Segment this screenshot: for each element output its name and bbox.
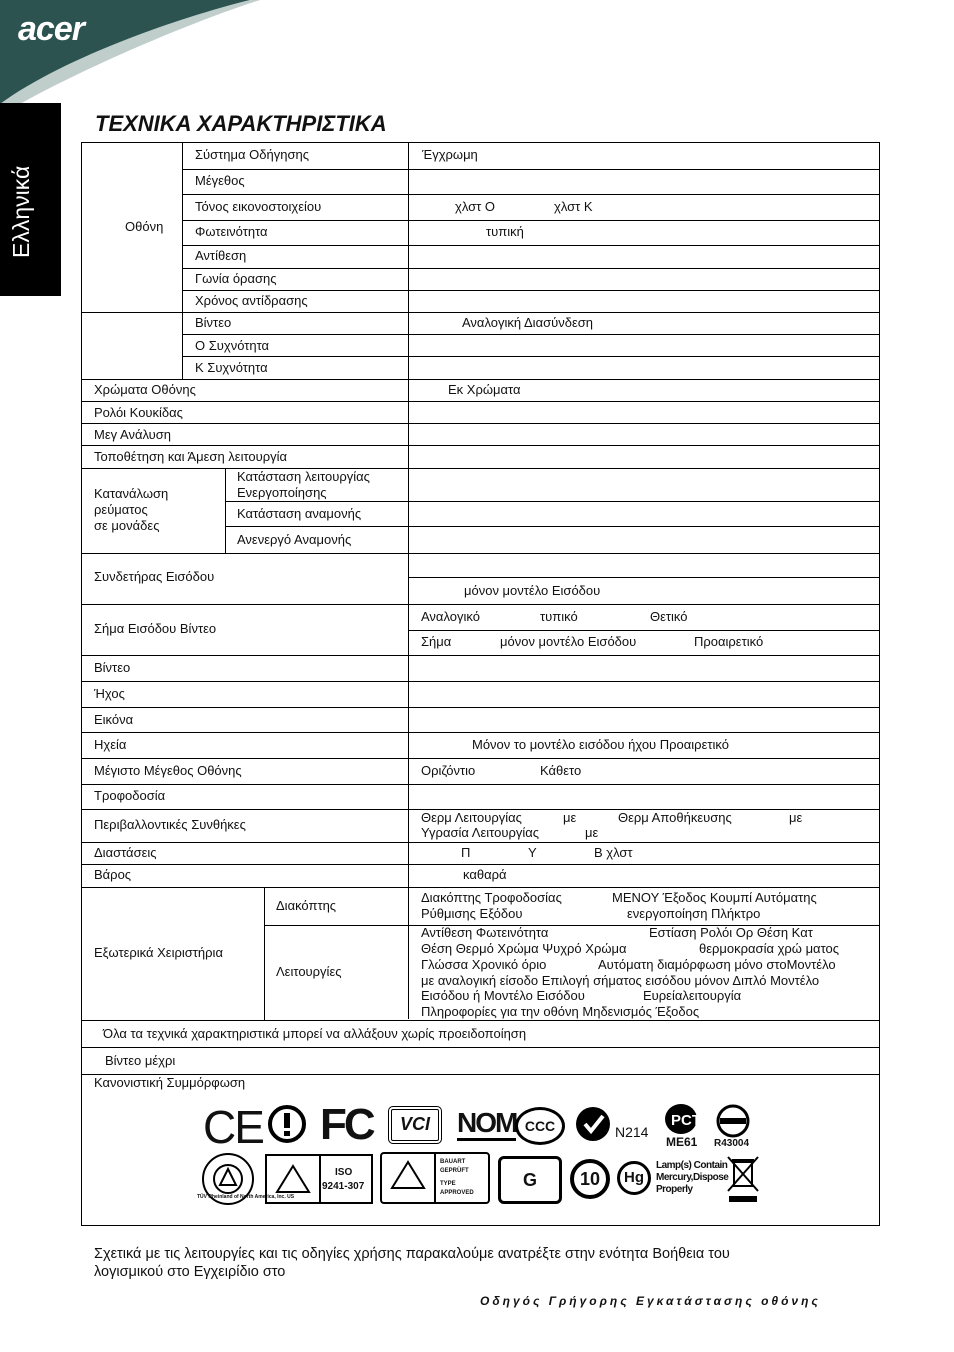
compliance-label: Κανονιστική Συμμόρφωση bbox=[94, 1075, 246, 1090]
input-video-row1-b: τυπικό bbox=[540, 609, 578, 624]
pct-code: ME61 bbox=[666, 1135, 698, 1149]
power-source-label: Τροφοδοσία bbox=[94, 788, 166, 803]
nom-logo: NOM bbox=[457, 1108, 516, 1141]
ce-logo: CE bbox=[203, 1101, 263, 1153]
grid-line bbox=[82, 1020, 880, 1021]
dot-clock-label: Ρολόι Κουκίδας bbox=[94, 405, 183, 420]
weee-bin-icon bbox=[725, 1154, 761, 1204]
footer-guide-title: Οδηγός Γρήγορης Εγκατάστασης οθόνης bbox=[480, 1294, 821, 1308]
power-on-mode-line1: Κατάσταση λειτουργίας bbox=[237, 469, 370, 484]
footer-note-line2: λογισμικού στο Εγχειρίδιο στο bbox=[94, 1264, 286, 1280]
display-colors-value: Εκ Χρώματα bbox=[448, 382, 521, 397]
grid-line bbox=[82, 445, 880, 446]
grid-line bbox=[82, 707, 880, 708]
badge-divider bbox=[319, 1156, 321, 1202]
grid-line bbox=[82, 864, 880, 865]
lamp-mercury-l2: Mercury,Dispose bbox=[656, 1172, 729, 1183]
power-label-line2: ρεύματος bbox=[94, 502, 148, 517]
grid-line bbox=[82, 468, 880, 469]
plug-and-play-label: Τοποθέτηση και Άμεση λειτουργία bbox=[94, 449, 288, 464]
input-video-row2-b: μόνον μοντέλο Εισόδου bbox=[500, 634, 637, 649]
driving-system-label: Σύστημα Οδήγησης bbox=[195, 147, 309, 162]
speakers-label: Ηχεία bbox=[94, 737, 127, 752]
badge-divider bbox=[434, 1154, 436, 1202]
functions-l1-b: Εστίαση Ρολόι Ορ Θέση Κατ bbox=[649, 925, 813, 940]
fcc-logo: FC bbox=[320, 1100, 373, 1149]
brightness-value: τυπική bbox=[486, 224, 524, 239]
video-up-to: Βίντεο μέχρι bbox=[105, 1053, 176, 1068]
viewing-angle-label: Γωνία όρασης bbox=[195, 271, 277, 286]
power-label-line1: Κατανάλωση bbox=[94, 486, 169, 501]
external-controls-label: Εξωτερικά Χειριστήρια bbox=[94, 945, 223, 960]
grid-line bbox=[82, 553, 880, 554]
switch-l1-b: ΜΕΝΟΥ Έξοδος Κουμπί Αυτόματης bbox=[612, 890, 817, 905]
grid-line bbox=[82, 379, 880, 380]
input-video-row2-c: Προαιρετικό bbox=[694, 634, 764, 649]
grid-line bbox=[82, 655, 880, 656]
lamp-mercury-l1: Lamp(s) Contain bbox=[656, 1160, 728, 1171]
acer-logo: acer bbox=[18, 10, 84, 48]
h-frequency-label: Ο Συχνότητα bbox=[195, 338, 270, 353]
grid-line bbox=[82, 604, 880, 605]
grid-line bbox=[182, 268, 880, 269]
dimensions-h: Υ bbox=[528, 845, 537, 860]
brightness-label: Φωτεινότητα bbox=[195, 224, 268, 239]
size-label: Μέγεθος bbox=[195, 173, 245, 188]
grid-line bbox=[82, 681, 880, 682]
footer-note bbox=[94, 1245, 824, 1281]
power-off-label: Ανενεργό Αναμονής bbox=[237, 532, 352, 547]
tuv-triangle-icon bbox=[390, 1160, 426, 1190]
weight-label: Βάρος bbox=[94, 867, 132, 882]
functions-l3-a: Γλώσσα Χρονικό όριο bbox=[421, 957, 547, 972]
dimensions-d: Β χλστ bbox=[594, 845, 633, 860]
grid-line bbox=[182, 290, 880, 291]
power-on-mode-line2: Ενεργοποίησης bbox=[237, 485, 327, 500]
certification-logos bbox=[195, 1100, 775, 1210]
svg-text:PCT: PCT bbox=[671, 1112, 701, 1129]
grid-line bbox=[82, 423, 880, 424]
bauart-l3: TYPE bbox=[440, 1181, 456, 1187]
input-video-row2-a: Σήμα bbox=[421, 634, 452, 649]
switch-label: Διακόπτης bbox=[276, 898, 337, 913]
video-label: Βίντεο bbox=[94, 660, 131, 675]
power-standby-label: Κατάσταση αναμονής bbox=[237, 506, 362, 521]
grid-line bbox=[182, 334, 880, 335]
grid-line bbox=[182, 169, 880, 170]
functions-l1-a: Αντίθεση Φωτεινότητα bbox=[421, 925, 549, 940]
functions-l2-a: Θέση Θερμό Χρώμα Ψυχρό Χρώμα bbox=[421, 941, 627, 956]
environment-l1-b: με bbox=[563, 810, 577, 825]
video-signal-value: Αναλογική Διασύνδεση bbox=[462, 315, 594, 330]
pixel-pitch-label: Τόνος εικονοστοιχείου bbox=[195, 199, 322, 214]
grid-line bbox=[182, 245, 880, 246]
audio-label: Ήχος bbox=[94, 686, 125, 701]
grid-line bbox=[182, 220, 880, 221]
functions-l5-b: Ευρείαλειτουργία bbox=[643, 988, 742, 1003]
tuv-iso-b: 9241-307 bbox=[322, 1181, 365, 1192]
g-mark-logo: G bbox=[498, 1156, 562, 1204]
environment-l1-d: με bbox=[789, 810, 803, 825]
r-mark-icon bbox=[715, 1104, 751, 1138]
display-colors-label: Χρώματα Οθόνης bbox=[94, 382, 196, 397]
grid-line bbox=[82, 732, 880, 733]
grid-line bbox=[225, 501, 880, 502]
grid-line bbox=[264, 887, 265, 1021]
grid-line bbox=[82, 758, 880, 759]
vci-logo: VCI bbox=[388, 1106, 442, 1144]
lamp-mercury-l3: Properly bbox=[656, 1184, 693, 1195]
functions-l4: με αναλογική είσοδο Επιλογή σήματος εισόδου μόνον Διπλό Μοντέλο bbox=[421, 973, 820, 988]
footer-note-line1: Σχετικά με τις λειτουργίες και τις οδηγίες χρήσης παρακαλούμε ανατρέξτε στην ενότητα Βοήθεια του bbox=[94, 1246, 730, 1262]
bauart-l1: BAUART bbox=[440, 1159, 466, 1165]
pixel-pitch-value-h: χλστ Ο bbox=[455, 199, 496, 214]
response-time-label: Χρόνος αντίδρασης bbox=[195, 293, 308, 308]
ten-year-logo: 10 bbox=[570, 1159, 610, 1199]
speakers-value: Μόνον το μοντέλο εισόδου ήχου Προαιρετικό bbox=[472, 737, 729, 752]
grid-line bbox=[408, 577, 880, 578]
max-screen-size-h: Οριζόντιο bbox=[421, 763, 476, 778]
grid-line bbox=[82, 784, 880, 785]
functions-l2-b: θερμοκρασία χρώ ματος bbox=[699, 941, 840, 956]
display-group-label: Οθόνη bbox=[125, 219, 164, 234]
c-tick-icon bbox=[575, 1106, 611, 1142]
grid-line bbox=[182, 143, 183, 379]
weight-value: καθαρά bbox=[463, 867, 507, 882]
grid-line bbox=[225, 469, 226, 553]
grid-line bbox=[182, 356, 880, 357]
grid-line bbox=[408, 630, 880, 631]
change-notice: Όλα τα τεχνικά χαρακτηριστικά μπορεί να αλλάξουν χωρίς προειδοποίηση bbox=[103, 1026, 527, 1041]
input-video-row1-a: Αναλογικό bbox=[421, 609, 480, 624]
tuv-iso-a: ISO bbox=[335, 1167, 353, 1178]
switch-l2-a: Ρύθμισης Εξόδου bbox=[421, 906, 523, 921]
tuv-circle-text: TÜV Rheinland of North America, Inc. US bbox=[197, 1194, 295, 1200]
v-frequency-label: Κ Συχνότητα bbox=[195, 360, 268, 375]
grid-line bbox=[182, 194, 880, 195]
dimensions-w: Π bbox=[461, 845, 471, 860]
spec-table bbox=[81, 142, 880, 1226]
input-connector-value-2: μόνον μοντέλο Εισόδου bbox=[464, 583, 601, 598]
grid-line bbox=[82, 1047, 880, 1048]
functions-l3-b: Αυτόματη διαμόρφωση μόνο στοΜοντέλο bbox=[598, 957, 836, 972]
grid-line bbox=[82, 312, 880, 313]
video-signal-label: Βίντεο bbox=[195, 315, 232, 330]
input-video-row1-c: Θετικό bbox=[650, 609, 688, 624]
switch-l2-b: ενεργοποίηση Πλήκτρο bbox=[627, 906, 761, 921]
c-tick-code: N214 bbox=[615, 1124, 649, 1140]
page-title: ΤΕΧΝΙΚΑ ΧΑΡΑΚΤΗΡΙΣΤΙΚΑ bbox=[95, 111, 387, 136]
bauart-l4: APPROVED bbox=[440, 1190, 474, 1196]
power-label-line3: σε μονάδες bbox=[94, 518, 160, 533]
environment-l2-b: με bbox=[585, 825, 599, 840]
max-resolution-label: Μεγ Ανάλυση bbox=[94, 427, 172, 442]
bauart-l2: GEPRÜFT bbox=[440, 1168, 469, 1174]
pixel-pitch-value-v: χλστ Κ bbox=[554, 199, 593, 214]
switch-l1-a: Διακόπτης Τροφοδοσίας bbox=[421, 890, 562, 905]
image-label: Εικόνα bbox=[94, 712, 134, 727]
input-video-signal-label: Σήμα Εισόδου Βίντεο bbox=[94, 621, 217, 636]
functions-label: Λειτουργίες bbox=[276, 964, 342, 979]
environment-l1-c: Θερμ Αποθήκευσης bbox=[618, 810, 732, 825]
environment-l1-a: Θερμ Λειτουργίας bbox=[421, 810, 522, 825]
pct-logo-icon bbox=[663, 1102, 703, 1136]
environment-l2-a: Υγρασία Λειτουργίας bbox=[421, 825, 540, 840]
grid-line bbox=[82, 887, 880, 888]
ccc-logo: CCC bbox=[515, 1107, 565, 1145]
tuv-triangle-icon bbox=[275, 1164, 311, 1194]
max-screen-size-v: Κάθετο bbox=[540, 763, 582, 778]
hg-logo: Hg bbox=[617, 1161, 651, 1195]
grid-line bbox=[82, 401, 880, 402]
grid-line bbox=[225, 526, 880, 527]
functions-l6: Πληροφορίες για την οθόνη Μηδενισμός Έξοδος bbox=[421, 1004, 700, 1019]
dimensions-label: Διαστάσεις bbox=[94, 845, 157, 860]
exclamation-icon bbox=[267, 1104, 307, 1144]
environment-label: Περιβαλλοντικές Συνθήκες bbox=[94, 817, 246, 832]
max-screen-size-label: Μέγιστο Μέγεθος Οθόνης bbox=[94, 763, 242, 778]
grid-line bbox=[82, 842, 880, 843]
tuv-iso-badge bbox=[265, 1154, 373, 1204]
bauart-badge bbox=[380, 1152, 490, 1204]
input-connector-label: Συνδετήρας Εισόδου bbox=[94, 569, 215, 584]
functions-l5-a: Εισόδου ή Μοντέλο Εισόδου bbox=[421, 988, 585, 1003]
r-mark-code: R43004 bbox=[714, 1138, 750, 1149]
driving-system-value: Έγχρωμη bbox=[422, 147, 478, 162]
contrast-label: Αντίθεση bbox=[195, 248, 247, 263]
language-side-tab-label: Ελληνικά bbox=[8, 165, 34, 258]
